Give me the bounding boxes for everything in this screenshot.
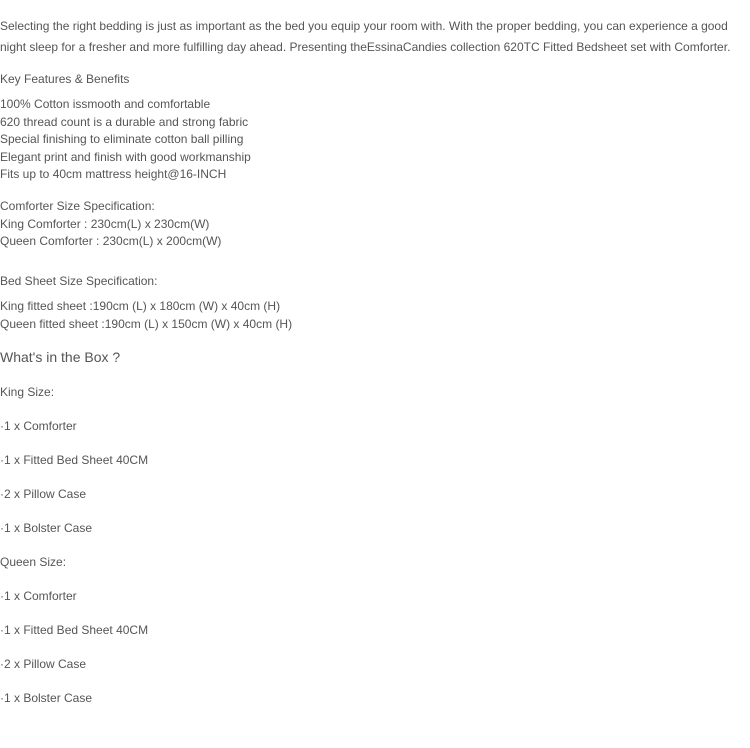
box-item: ·1 x Comforter (0, 419, 77, 433)
box-item: ·2 x Pillow Case (0, 657, 87, 671)
feature-item: 620 thread count is a durable and strong fabric (0, 114, 249, 129)
feature-item: Fits up to 40cm mattress height@16-INCH (0, 167, 227, 181)
feature-item: 100% Cotton issmooth and comfortable (0, 97, 211, 111)
bedsheet-spec-queen: Queen fitted sheet :190cm (L) x 150cm (W) x 40cm (H) (0, 316, 293, 331)
box-item: ·1 x Comforter (0, 589, 77, 603)
feature-item: Elegant print and finish with good workmanship (0, 149, 251, 164)
king-size-label: King Size: (0, 385, 55, 399)
bedsheet-spec-title: Bed Sheet Size Specification: (0, 274, 158, 288)
comforter-spec-king: King Comforter : 230cm(L) x 230cm(W) (0, 216, 210, 231)
key-features-list (0, 96, 251, 184)
whats-in-box-title: What's in the Box ? (0, 349, 121, 365)
key-features-title: Key Features & Benefits (0, 72, 130, 86)
bedsheet-spec-king: King fitted sheet :190cm (L) x 180cm (W) x 40cm (H) (0, 299, 281, 313)
box-item: ·1 x Fitted Bed Sheet 40CM (0, 623, 149, 637)
comforter-spec (0, 198, 221, 251)
feature-item: Special finishing to eliminate cotton ball pilling (0, 132, 244, 146)
comforter-spec-queen: Queen Comforter : 230cm(L) x 200cm(W) (0, 234, 222, 248)
bedsheet-spec (0, 298, 292, 333)
queen-size-label: Queen Size: (0, 555, 67, 569)
box-item: ·1 x Bolster Case (0, 521, 93, 535)
box-item: ·1 x Fitted Bed Sheet 40CM (0, 453, 149, 467)
box-item: ·2 x Pillow Case (0, 487, 87, 501)
box-item: ·1 x Bolster Case (0, 691, 93, 705)
intro-paragraph: Selecting the right bedding is just as important as the bed you equip your room with. With the proper bedding, you can experience a good night sleep for a fresher and more fulfilling day ahead. Presenting theEssinaCandies collection 620TC Fitted Bedsheet set with Comforter. (0, 19, 731, 54)
comforter-spec-title: Comforter Size Specification: (0, 199, 155, 213)
